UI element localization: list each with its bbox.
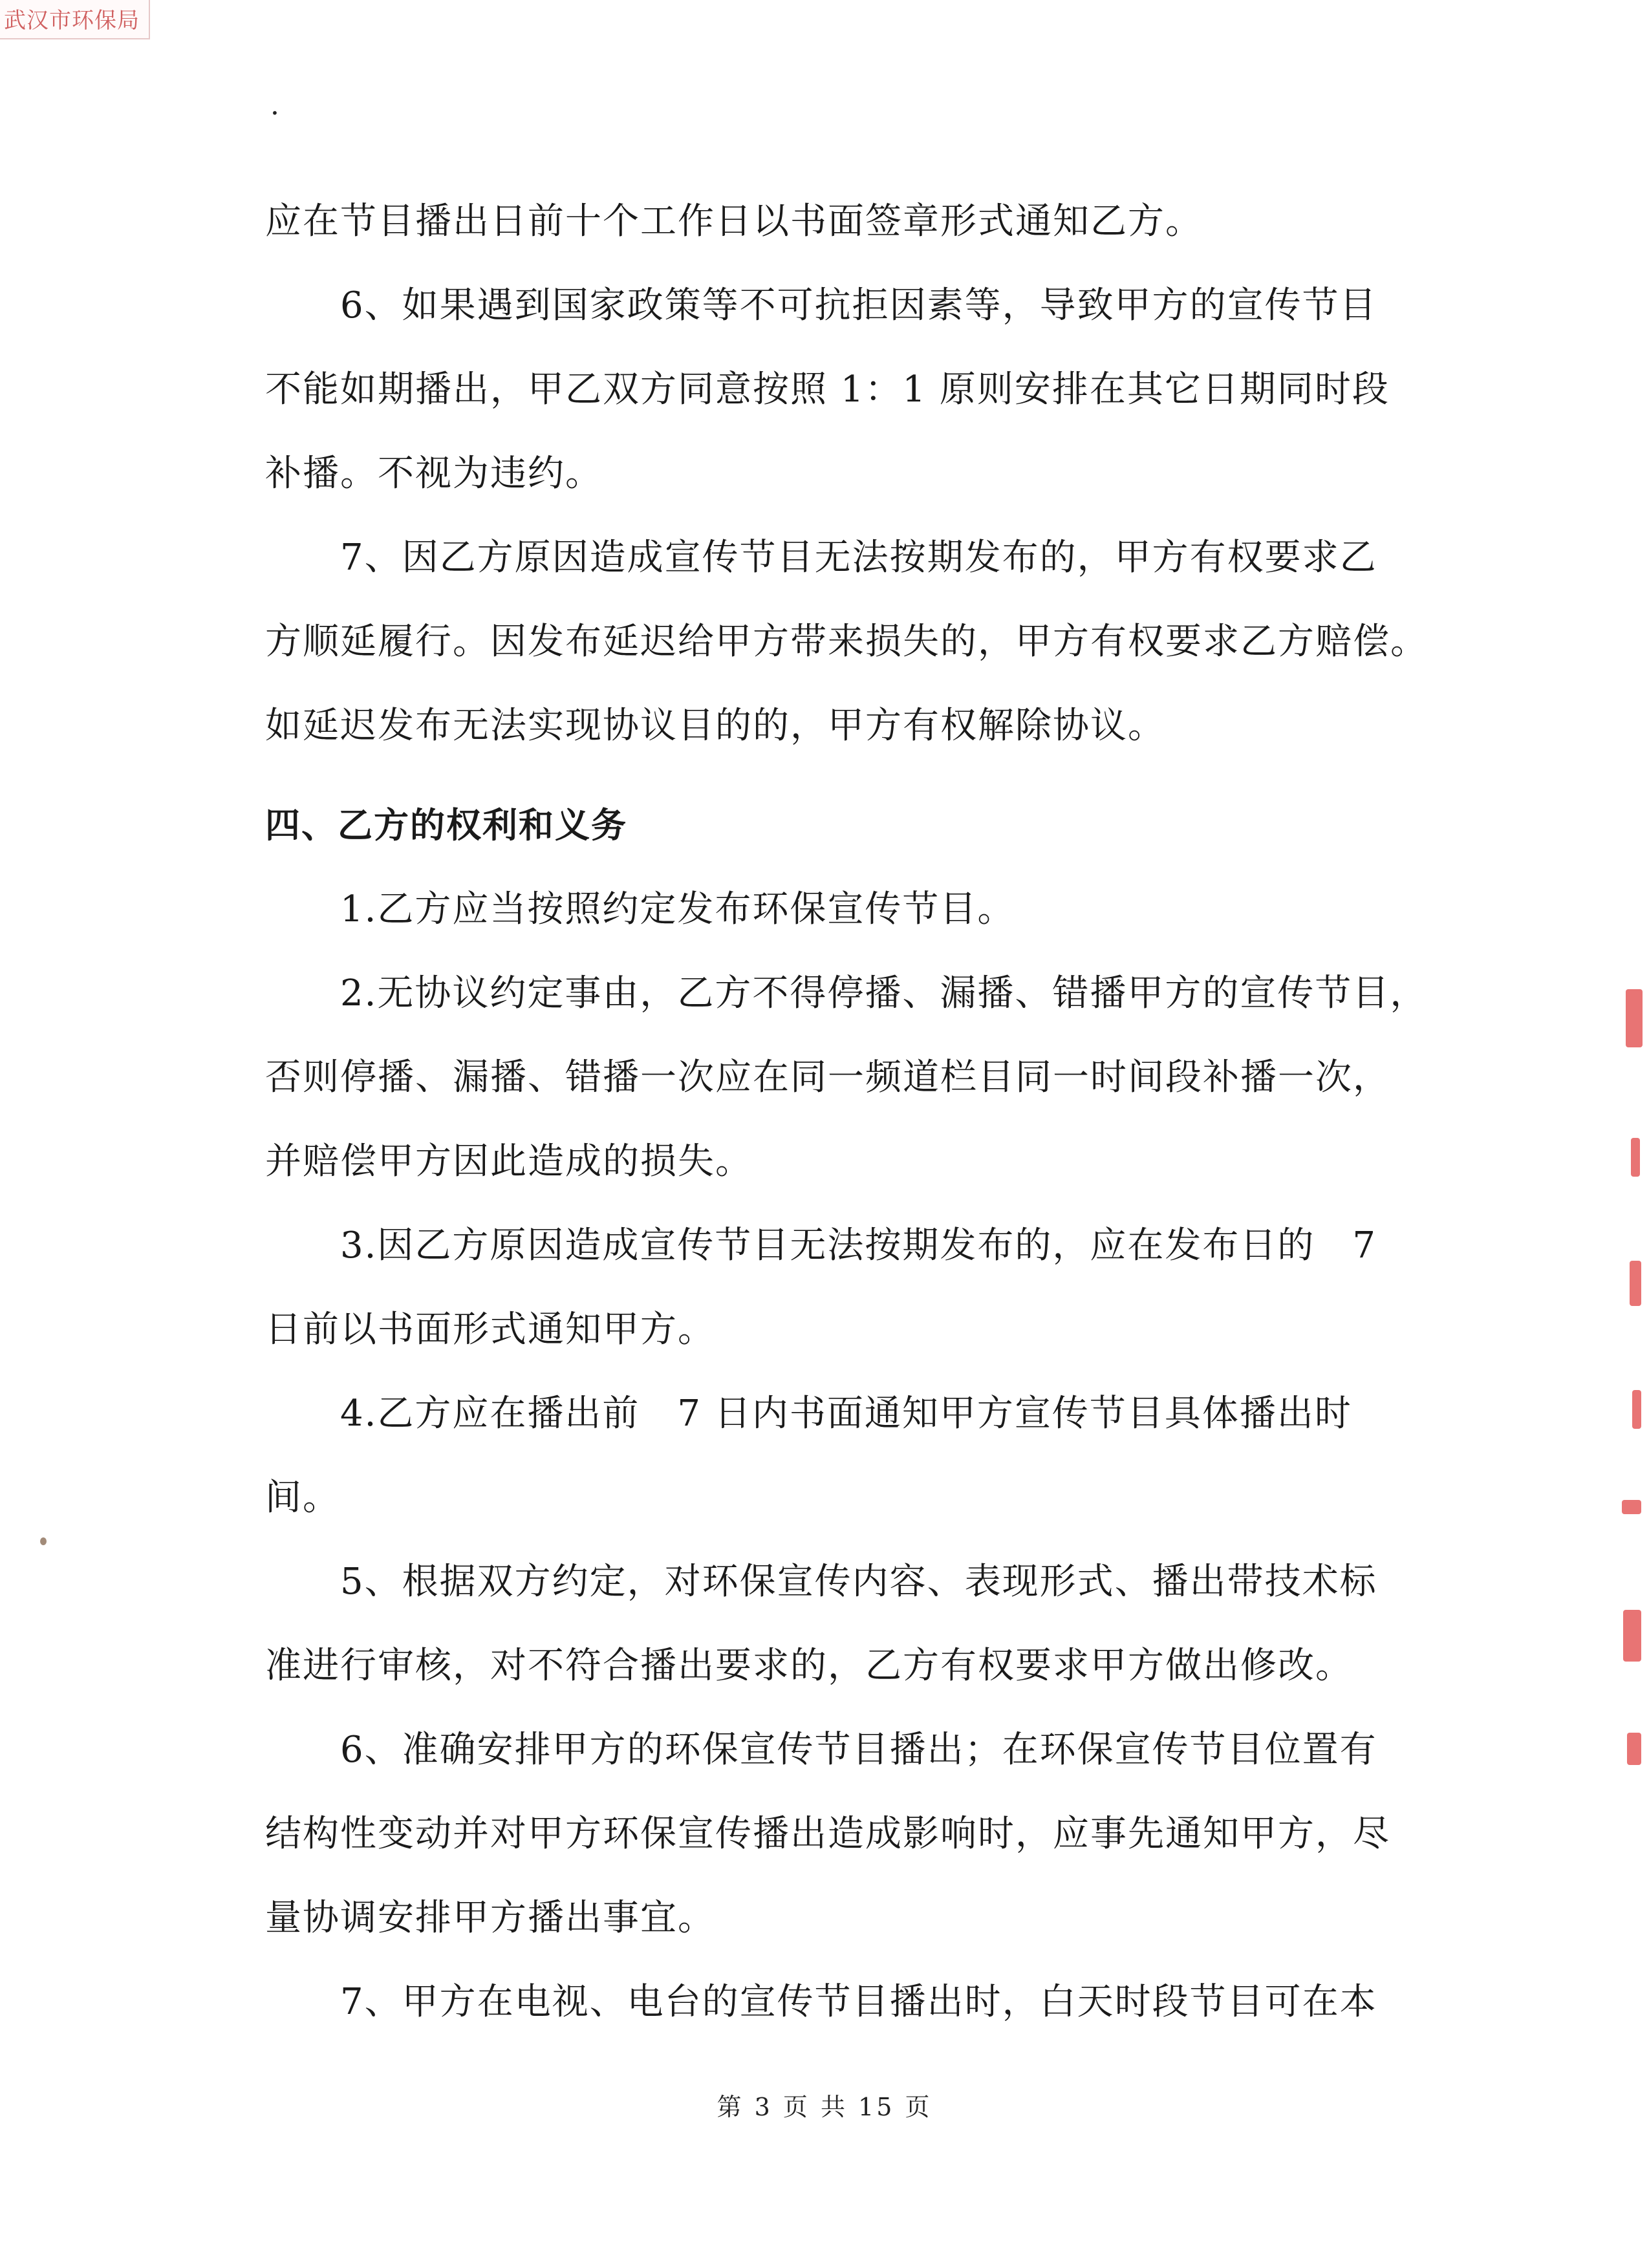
text-line: 1.乙方应当按照约定发布环保宣传节目。 <box>265 888 1015 930</box>
text-line: 结构性变动并对甲方环保宣传播出造成影响时，应事先通知甲方，尽 <box>265 1813 1390 1855</box>
scan-speck <box>40 1537 47 1545</box>
text-line: 6、如果遇到国家政策等不可抗拒因素等，导致甲方的宣传节目 <box>265 284 1377 326</box>
text-line: 如延迟发布无法实现协议目的的，甲方有权解除协议。 <box>265 705 1165 747</box>
text-line: 间。 <box>265 1477 340 1519</box>
stray-dot: · <box>270 97 279 130</box>
text-line: 3.因乙方原因造成宣传节目无法按期发布的，应在发布日的 7 <box>265 1225 1377 1267</box>
text-line: 7、甲方在电视、电台的宣传节目播出时，白天时段节目可在本 <box>265 1981 1377 2023</box>
text-line: 不能如期播出，甲乙双方同意按照 1：1 原则安排在其它日期同时段 <box>265 369 1390 411</box>
text-line: 4.乙方应在播出前 7 日内书面通知甲方宣传节目具体播出时 <box>265 1393 1352 1435</box>
source-watermark-tag: 武汉市环保局 <box>0 0 150 39</box>
text-line: 并赔偿甲方因此造成的损失。 <box>265 1140 753 1182</box>
document-body <box>265 180 1428 2044</box>
page-number-footer: 第 3 页 共 15 页 <box>717 2093 932 2121</box>
section-heading: 四、乙方的权利和义务 <box>265 805 627 846</box>
text-line: 6、准确安排甲方的环保宣传节目播出；在环保宣传节目位置有 <box>265 1729 1377 1771</box>
text-line: 准进行审核，对不符合播出要求的，乙方有权要求甲方做出修改。 <box>265 1645 1353 1687</box>
text-line: 量协调安排甲方播出事宜。 <box>265 1897 715 1939</box>
text-line: 5、根据双方约定，对环保宣传内容、表现形式、播出带技术标 <box>265 1561 1377 1603</box>
text-line: 补播。不视为违约。 <box>265 453 603 495</box>
text-line: 2.无协议约定事由，乙方不得停播、漏播、错播甲方的宣传节目， <box>265 972 1428 1014</box>
text-line: 否则停播、漏播、错播一次应在同一频道栏目同一时间段补播一次， <box>265 1056 1390 1098</box>
text-line: 应在节目播出日前十个工作日以书面签章形式通知乙方。 <box>265 200 1203 242</box>
text-line: 方顺延履行。因发布延迟给甲方带来损失的，甲方有权要求乙方赔偿。 <box>265 621 1428 663</box>
text-line: 7、因乙方原因造成宣传节目无法按期发布的，甲方有权要求乙 <box>265 537 1377 579</box>
red-seal-edge-marks <box>1617 989 1649 1778</box>
text-line: 日前以书面形式通知甲方。 <box>265 1309 715 1351</box>
